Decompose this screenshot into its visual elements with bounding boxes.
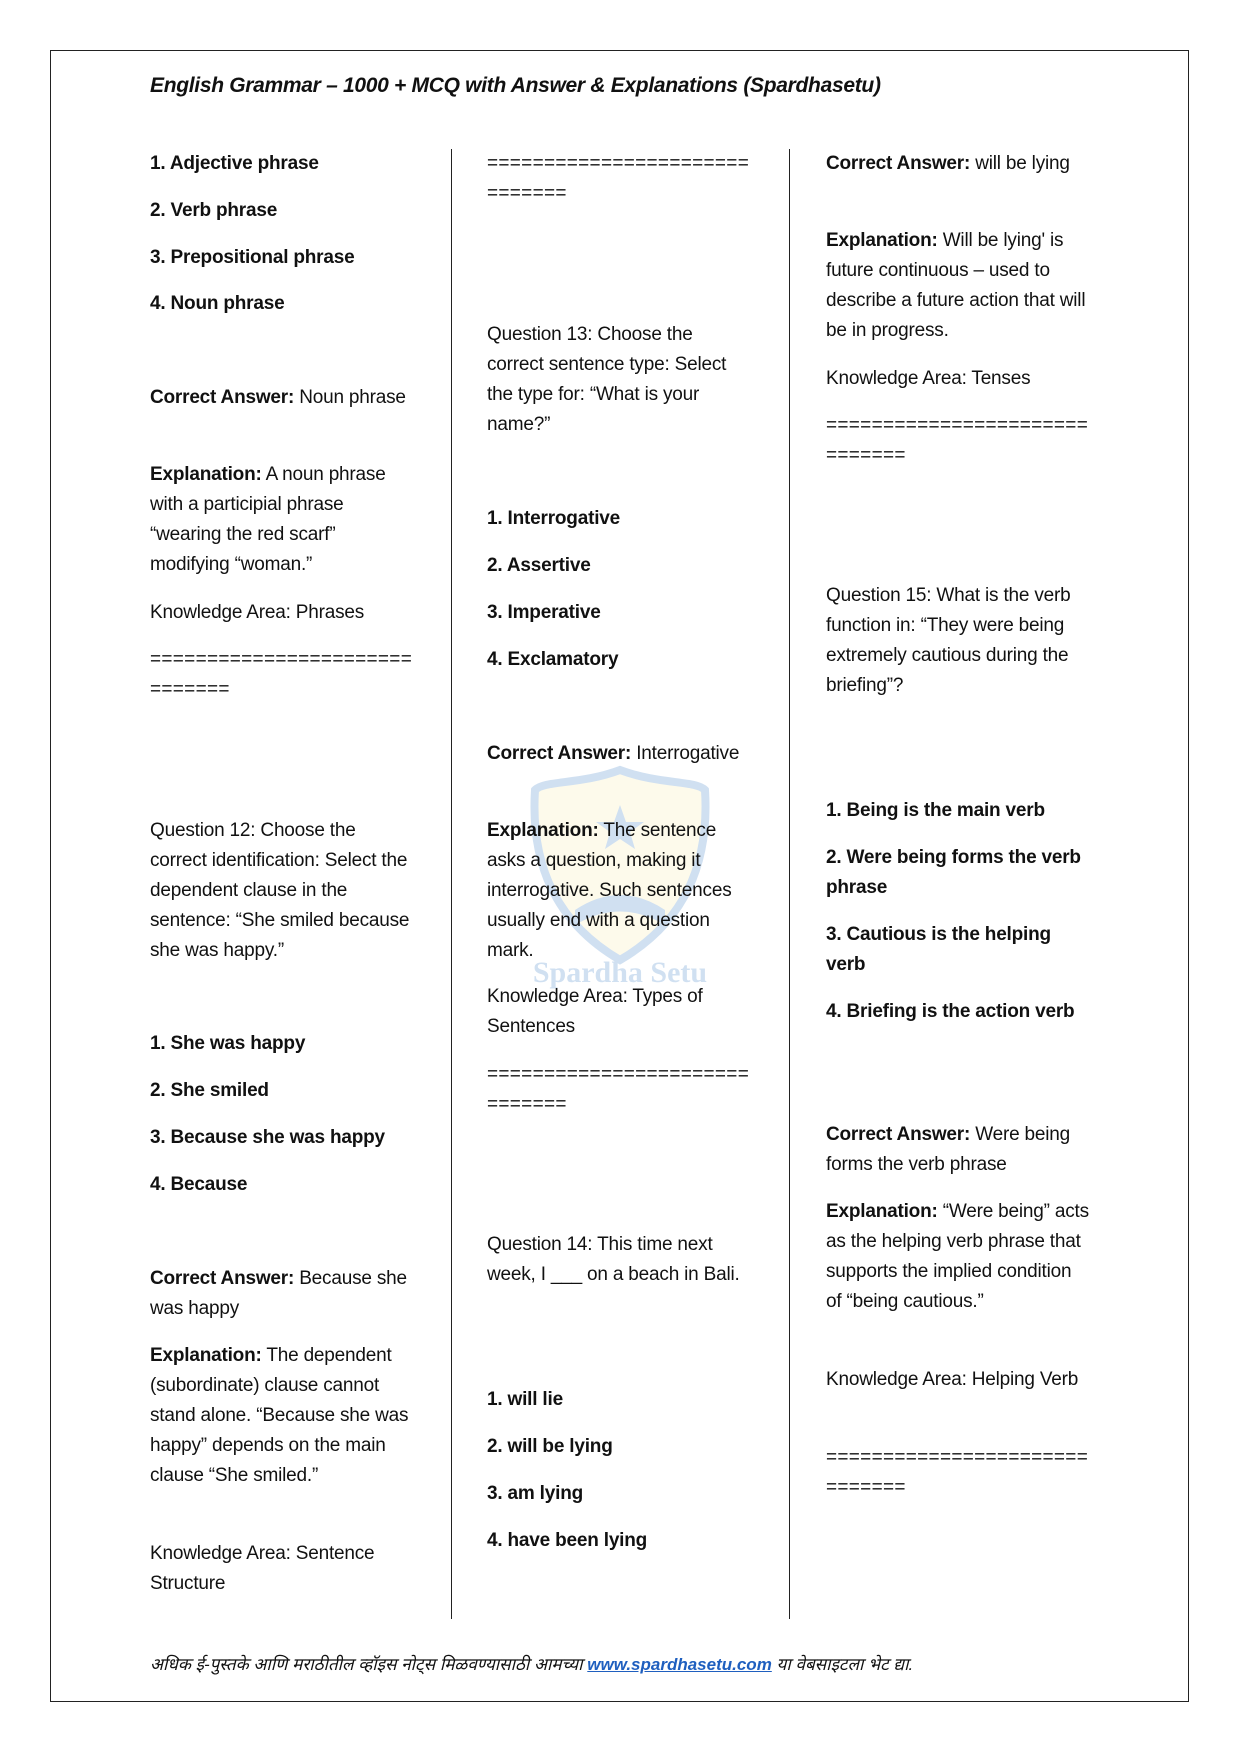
explanation [150,460,415,580]
value: Because she was happy [150,1268,407,1319]
column-divider [451,149,452,1619]
answer-option: 3. Because she was happy [150,1127,385,1148]
value: Were being forms the verb phrase [826,1124,1071,1175]
answer-option: 1. will lie [487,1389,563,1410]
knowledge-area: Knowledge Area: Sentence Structure [150,1543,375,1594]
label: Correct Answer: [826,1124,971,1145]
answer-option: 1. Adjective phrase [150,153,319,174]
document-title: English Grammar – 1000 + MCQ with Answer & Explanations (Spardhasetu) [150,74,881,97]
answer-option: 4. Because [150,1174,248,1195]
explanation [487,816,752,966]
value: Noun phrase [294,387,406,408]
separator: ============================== [826,415,1089,466]
answer-option: 3. Cautious is the helping verb [826,924,1051,975]
answer-option: 1. Being is the main verb [826,800,1045,821]
knowledge-area: Knowledge Area: Tenses [826,368,1031,389]
separator: ============================== [487,153,750,204]
answer-option: 4. have been lying [487,1530,648,1551]
value: “Were being” acts as the helping verb phrase that supports the implied condition of “being cautious.” [826,1201,1089,1312]
answer-option: 3. Imperative [487,602,601,623]
answer-option: 1. She was happy [150,1033,306,1054]
separator: ============================== [487,1064,750,1115]
footer-text: अधिक ई-पुस्तके आणि मराठीतील व्हॉइस नोट्स मिळवण्यासाठी आमच्या [150,1655,588,1674]
website-link[interactable]: www.spardhasetu.com [587,1655,772,1674]
question-text: Question 15: What is the verb function in: “They were being extremely cautious during the briefing”? [826,585,1071,696]
answer-option: 3. am lying [487,1483,584,1504]
label: Correct Answer: [487,743,632,764]
separator: ============================== [150,649,413,700]
label: Explanation: [487,820,599,841]
correct-answer [826,149,1091,179]
label: Correct Answer: [826,153,971,174]
explanation [826,1197,1091,1317]
explanation [150,1341,415,1491]
correct-answer [826,1120,1091,1180]
knowledge-area: Knowledge Area: Phrases [150,602,365,623]
explanation [826,226,1091,346]
correct-answer [150,1264,415,1324]
correct-answer [487,739,752,769]
label: Explanation: [150,464,262,485]
separator: ============================== [826,1447,1089,1498]
footer-text-end: या वेबसाइटला भेट द्या. [771,1655,914,1674]
answer-option: 4. Noun phrase [150,293,285,314]
answer-option: 2. will be lying [487,1436,613,1457]
question-text: Question 13: Choose the correct sentence type: Select the type for: “What is your name?” [487,324,727,435]
value: Interrogative [631,743,740,764]
knowledge-area: Knowledge Area: Helping Verb [826,1369,1079,1390]
label: Explanation: [826,230,938,251]
answer-option: 2. She smiled [150,1080,269,1101]
answer-option: 1. Interrogative [487,508,621,529]
column-divider [789,149,790,1619]
value: A noun phrase with a participial phrase “wearing the red scarf” modifying “woman.” [150,464,386,575]
answer-option: 2. Verb phrase [150,200,278,221]
value: The sentence asks a question, making it interrogative. Such sentences usually end with a question mark. [487,820,732,961]
label: Explanation: [150,1345,262,1366]
answer-option: 4. Exclamatory [487,649,619,670]
value: The dependent (subordinate) clause cannot stand alone. “Because she was happy” depends on the main clause “She smiled.” [150,1345,409,1486]
question-text: Question 12: Choose the correct identification: Select the dependent clause in the sentence: “She smiled because she was happy.” [150,820,410,961]
answer-option: 3. Prepositional phrase [150,247,355,268]
watermark-text: Spardha Setu [532,956,708,989]
value: Will be lying' is future continuous – used to describe a future action that will be in progress. [826,230,1086,341]
label: Correct Answer: [150,387,295,408]
footer [150,1652,913,1675]
answer-option: 2. Were being forms the verb phrase [826,847,1081,898]
knowledge-area: Knowledge Area: Types of Sentences [487,986,703,1037]
label: Explanation: [826,1201,938,1222]
answer-option: 4. Briefing is the action verb [826,1001,1075,1022]
correct-answer [150,383,415,413]
question-text: Question 14: This time next week, I ___ on a beach in Bali. [487,1234,740,1285]
label: Correct Answer: [150,1268,295,1289]
answer-option: 2. Assertive [487,555,591,576]
value: will be lying [970,153,1070,174]
